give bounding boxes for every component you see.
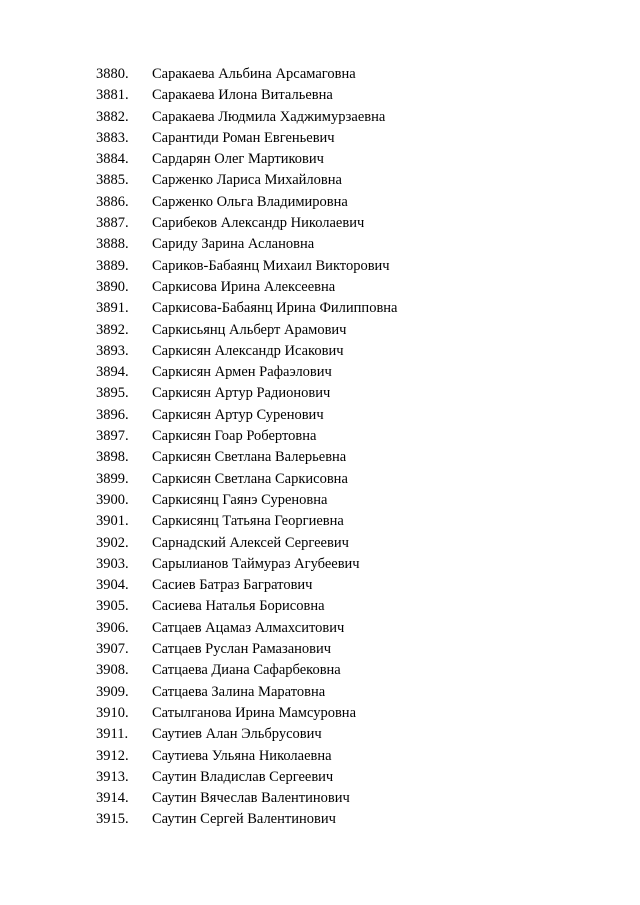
- list-item: [96, 554, 397, 575]
- list-item: [96, 192, 397, 213]
- entry-name: Сардарян Олег Мартикович: [152, 151, 324, 168]
- entry-number: 3914.: [96, 790, 129, 807]
- entry-name: Саркисянц Гаянэ Суреновна: [152, 491, 328, 508]
- entry-number: 3892.: [96, 321, 129, 338]
- entry-number: 3907.: [96, 641, 129, 658]
- entry-number: 3891.: [96, 300, 129, 317]
- list-item: [96, 639, 397, 660]
- list-item: [96, 405, 397, 426]
- list-item: [96, 511, 397, 532]
- entry-name: Сариду Зарина Аслановна: [152, 236, 315, 253]
- list-item: [96, 298, 397, 319]
- entry-number: 3904.: [96, 577, 129, 594]
- entry-name: Сарантиди Роман Евгеньевич: [152, 129, 335, 146]
- list-item: [96, 469, 397, 490]
- entry-name: Сарнадский Алексей Сергеевич: [152, 534, 349, 551]
- list-item: [96, 64, 397, 85]
- list-item: [96, 809, 397, 830]
- list-item: [96, 703, 397, 724]
- entry-number: 3882.: [96, 108, 129, 125]
- entry-name: Саркисян Артур Суренович: [152, 406, 324, 423]
- entry-number: 3885.: [96, 172, 129, 189]
- entry-number: 3889.: [96, 257, 129, 274]
- list-item: [96, 596, 397, 617]
- entry-name: Сатылганова Ирина Мамсуровна: [152, 704, 356, 721]
- entry-number: 3909.: [96, 683, 129, 700]
- entry-name: Саркисянц Татьяна Георгиевна: [152, 513, 344, 530]
- list-item: [96, 234, 397, 255]
- entry-name: Сариков-Бабаянц Михаил Викторович: [152, 257, 390, 274]
- list-item: [96, 618, 397, 639]
- entry-number: 3903.: [96, 555, 129, 572]
- entry-number: 3913.: [96, 768, 129, 785]
- entry-name: Саутин Вячеслав Валентинович: [152, 790, 350, 807]
- list-item: [96, 107, 397, 128]
- entry-name: Сатцаева Залина Маратовна: [152, 683, 326, 700]
- entry-name: Саутин Сергей Валентинович: [152, 811, 336, 828]
- entry-name: Саракаева Альбина Арсамаговна: [152, 66, 356, 82]
- entry-name: Саутиева Ульяна Николаевна: [152, 747, 332, 764]
- list-item: [96, 341, 397, 362]
- entry-name: Саракаева Людмила Хаджимурзаевна: [152, 108, 386, 125]
- entry-name: Саутин Владислав Сергеевич: [152, 768, 334, 785]
- entry-number: 3886.: [96, 193, 129, 210]
- entry-number: 3888.: [96, 236, 129, 253]
- entry-number: 3911.: [96, 726, 129, 743]
- entry-number: 3880.: [96, 66, 129, 82]
- entry-name: Сатцаев Руслан Рамазанович: [152, 641, 332, 658]
- entry-number: 3895.: [96, 385, 129, 402]
- entry-name: Саркисян Александр Исакович: [152, 342, 344, 359]
- entry-name: Саркисян Гоар Робертовна: [152, 428, 317, 445]
- entry-number: 3897.: [96, 428, 129, 445]
- entry-name: Саркисян Артур Радионович: [152, 385, 331, 402]
- list-item: [96, 85, 397, 106]
- list-item: [96, 767, 397, 788]
- entry-number: 3896.: [96, 406, 129, 423]
- entry-name: Сатцаева Диана Сафарбековна: [152, 662, 341, 679]
- list-item: [96, 362, 397, 383]
- list-item: [96, 746, 397, 767]
- list-item: [96, 447, 397, 468]
- entry-number: 3901.: [96, 513, 129, 530]
- list-item: [96, 128, 397, 149]
- entry-name: Саркисова-Бабаянц Ирина Филипповна: [152, 300, 398, 317]
- entry-number: 3902.: [96, 534, 129, 551]
- entry-number: 3915.: [96, 811, 129, 828]
- entry-number: 3905.: [96, 598, 129, 615]
- entry-number: 3883.: [96, 129, 129, 146]
- entry-name: Сарылианов Таймураз Агубеевич: [152, 555, 360, 572]
- list-item: [96, 320, 397, 341]
- entry-name: Сасиева Наталья Борисовна: [152, 598, 325, 615]
- entry-name: Саркисьянц Альберт Арамович: [152, 321, 347, 338]
- entry-name: Сарженко Ольга Владимировна: [152, 193, 348, 210]
- entry-name: Сарибеков Александр Николаевич: [152, 215, 365, 232]
- entry-name: Сарженко Лариса Михайловна: [152, 172, 342, 189]
- entry-number: 3887.: [96, 215, 129, 232]
- list-item: [96, 660, 397, 681]
- list-item: [96, 383, 397, 404]
- list-item: [96, 490, 397, 511]
- entry-name: Сатцаев Ацамаз Алмахситович: [152, 619, 345, 636]
- list-item: [96, 277, 397, 298]
- list-item: [96, 256, 397, 277]
- numbered-name-list: [96, 64, 397, 831]
- entry-number: 3881.: [96, 87, 129, 104]
- list-item: [96, 426, 397, 447]
- entry-number: 3910.: [96, 704, 129, 721]
- list-item: [96, 170, 397, 191]
- entry-number: 3890.: [96, 278, 129, 295]
- entry-number: 3900.: [96, 491, 129, 508]
- list-item: [96, 682, 397, 703]
- list-item: [96, 575, 397, 596]
- entry-number: 3912.: [96, 747, 129, 764]
- entry-name: Саркисова Ирина Алексеевна: [152, 278, 336, 295]
- entry-name: Саутиев Алан Эльбрусович: [152, 726, 322, 743]
- entry-number: 3906.: [96, 619, 129, 636]
- list-item: [96, 149, 397, 170]
- list-item: [96, 533, 397, 554]
- entry-name: Саркисян Светлана Саркисовна: [152, 470, 348, 487]
- entry-number: 3899.: [96, 470, 129, 487]
- list-item: [96, 788, 397, 809]
- entry-number: 3894.: [96, 364, 129, 381]
- entry-name: Саркисян Светлана Валерьевна: [152, 449, 347, 466]
- list-item: [96, 213, 397, 234]
- entry-number: 3898.: [96, 449, 129, 466]
- list-item: [96, 724, 397, 745]
- entry-number: 3884.: [96, 151, 129, 168]
- entry-name: Сасиев Батраз Багратович: [152, 577, 313, 594]
- entry-name: Саракаева Илона Витальевна: [152, 87, 333, 104]
- entry-number: 3908.: [96, 662, 129, 679]
- entry-number: 3893.: [96, 342, 129, 359]
- entry-name: Саркисян Армен Рафаэлович: [152, 364, 332, 381]
